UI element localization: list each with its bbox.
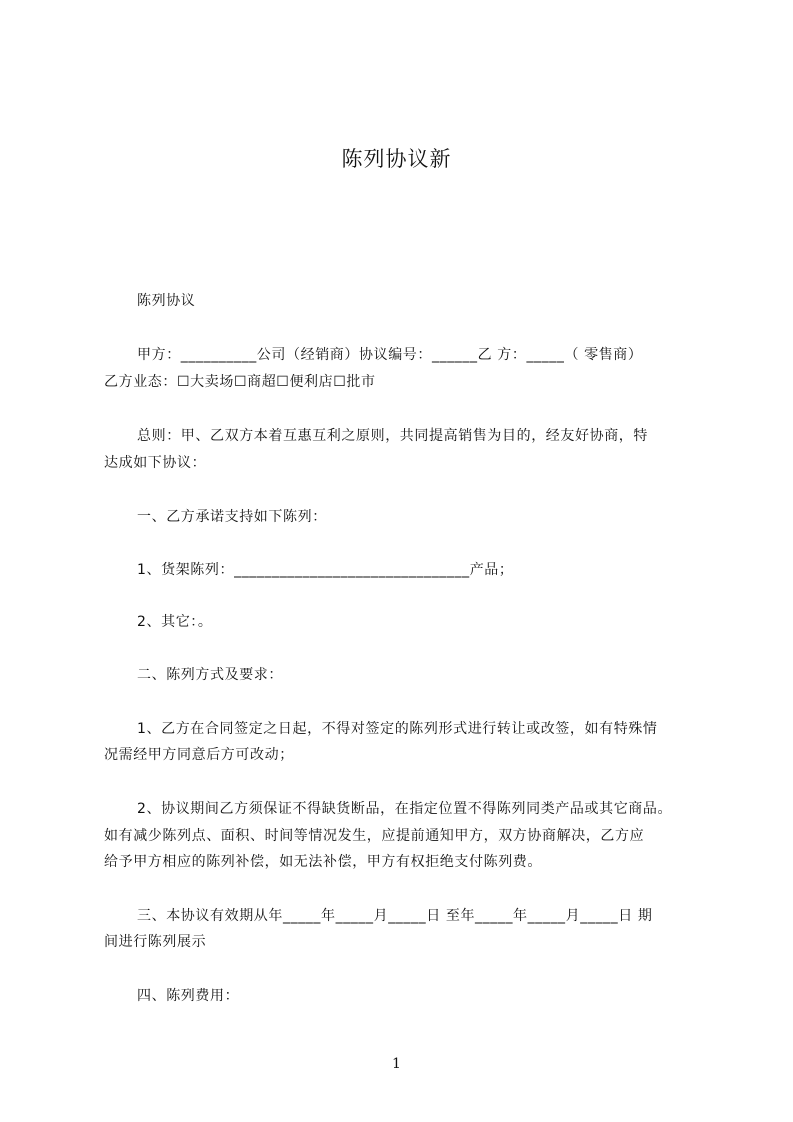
clause-2-item-1: 1、乙方在合同签定之日起，不得对签定的陈列形式进行转让或改签，如有特殊情 — [137, 721, 658, 737]
clause-2-item-1-cont: 况需经甲方同意后方可改动； — [104, 747, 294, 763]
clause-2-item-2-cont: 如有减少陈列点、面积、时间等情况发生，应提前通知甲方，双方协商解决，乙方应 — [104, 828, 645, 844]
party-line: 甲方：__________公司（经销商）协议编号：______乙 方：_____（ 零售商） — [137, 347, 643, 363]
document-title: 陈列协议新 — [341, 147, 452, 171]
clause-2-heading: 二、陈列方式及要求： — [137, 667, 283, 683]
clause-1-item-1: 1、货架陈列：_______________________________产品； — [137, 562, 514, 578]
clause-3-line: 三、本协议有效期从年_____年_____月_____日 至年_____年_____月_____日 期 — [137, 908, 653, 924]
clause-1-item-2: 2、其它：。 — [137, 614, 213, 630]
clause-2-item-2-cont-2: 给予甲方相应的陈列补偿，如无法补偿，甲方有权拒绝支付陈列费。 — [104, 854, 542, 870]
general-principle-line-2: 达成如下协议： — [104, 455, 207, 471]
clause-3-line-cont: 间进行陈列展示 — [104, 934, 207, 950]
clause-2-item-2: 2、协议期间乙方须保证不得缺货断品，在指定位置不得陈列同类产品或其它商品。 — [137, 801, 673, 817]
clause-1-heading: 一、乙方承诺支持如下陈列： — [137, 509, 327, 525]
business-type-line: 乙方业态：☐大卖场☐商超☐便利店☐批市 — [104, 374, 376, 390]
general-principle-line: 总则：甲、乙双方本着互惠互利之原则，共同提高销售为目的，经友好协商，特 — [137, 428, 648, 444]
section-heading: 陈列协议 — [137, 293, 196, 309]
page-number: 1 — [392, 1056, 401, 1072]
clause-4-heading: 四、陈列费用： — [137, 988, 240, 1004]
